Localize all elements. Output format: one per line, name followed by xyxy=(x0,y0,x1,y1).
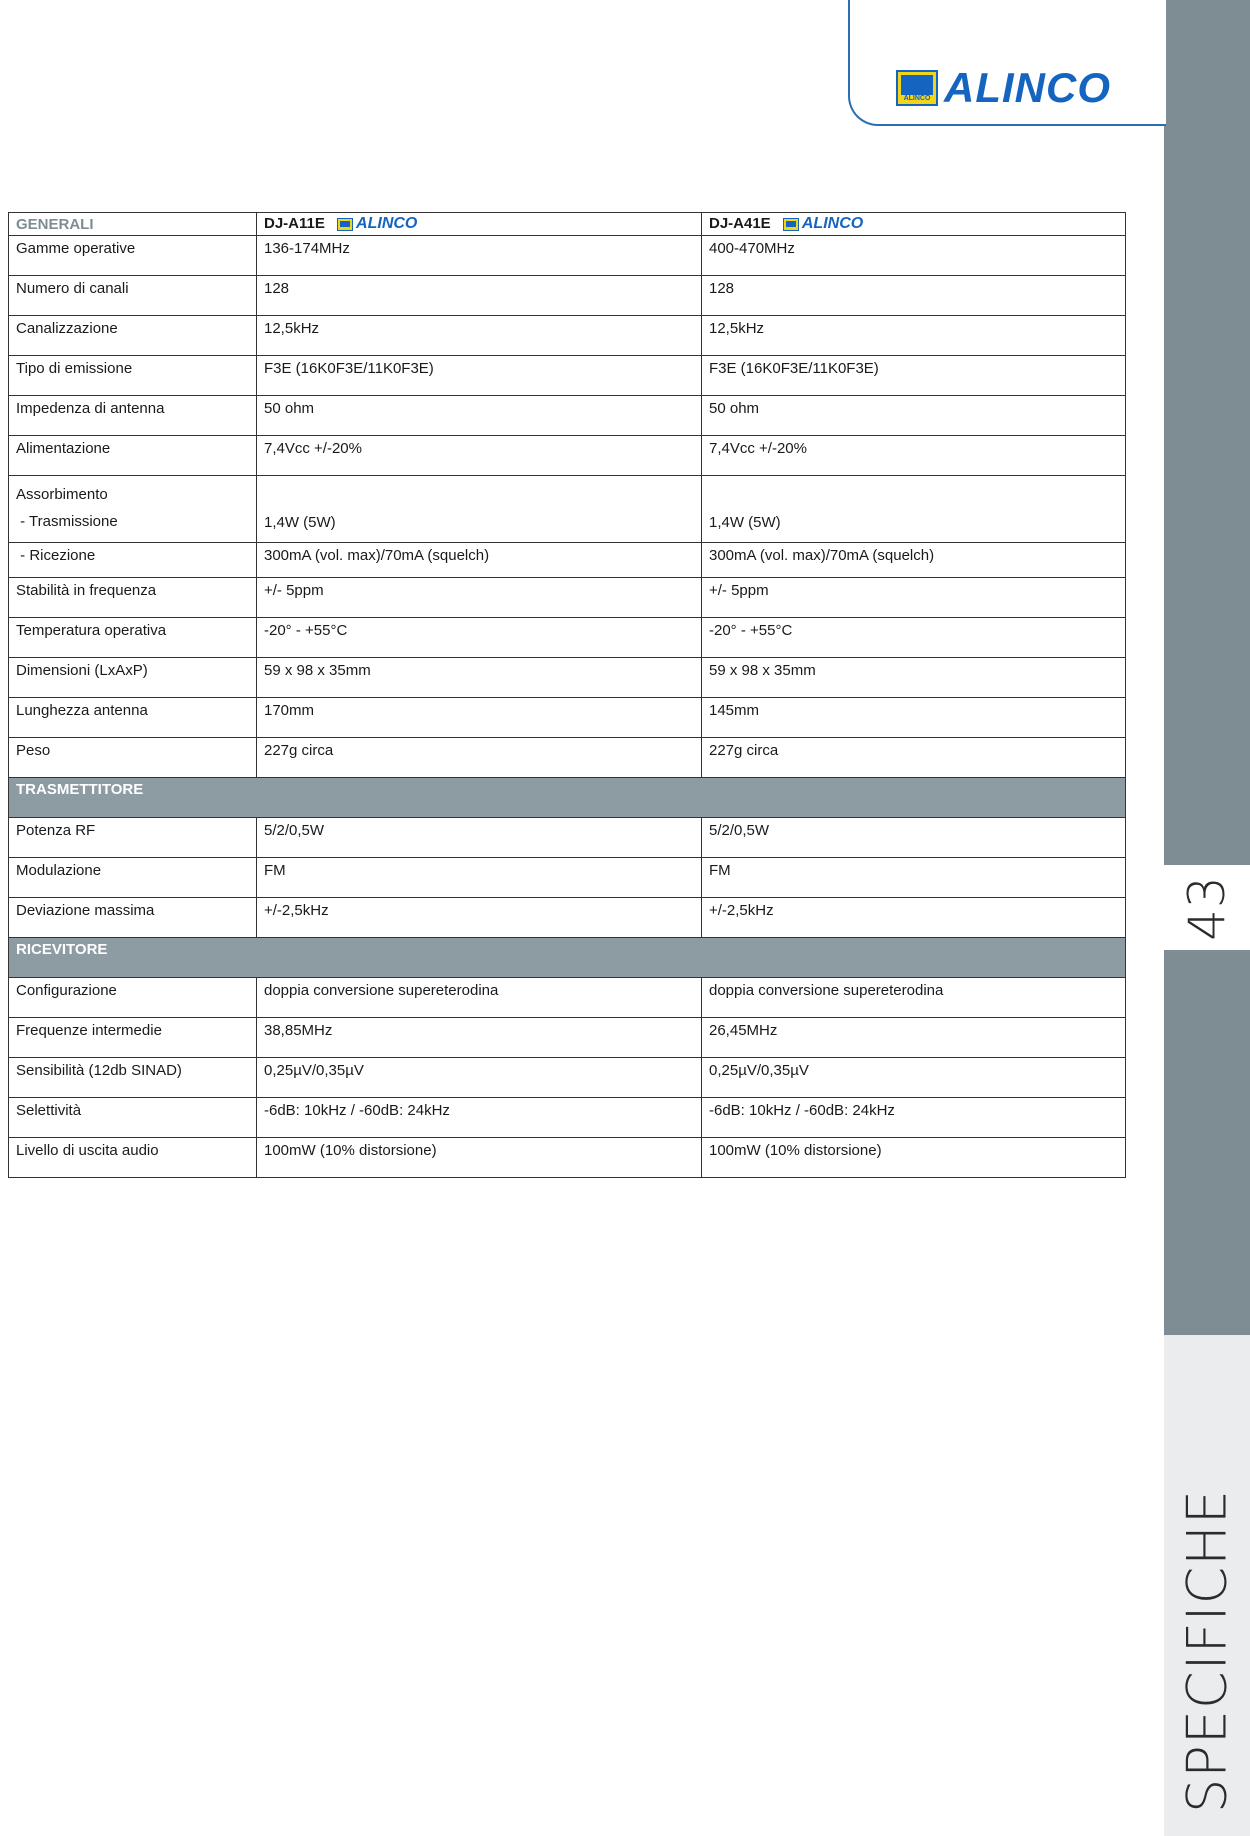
section-title: SPECIFICHE xyxy=(1175,1488,1239,1813)
brand-name: ALINCO xyxy=(944,64,1111,111)
table-row: Temperatura operativa -20° - +55°C -20° - +55°C xyxy=(9,618,1126,658)
brand-logo xyxy=(896,64,1111,112)
brand-mark-icon xyxy=(337,218,353,231)
spec-table xyxy=(8,212,1126,1178)
table-row: Potenza RF 5/2/0,5W 5/2/0,5W xyxy=(9,818,1126,858)
table-row: Stabilità in frequenza +/- 5ppm +/- 5ppm xyxy=(9,578,1126,618)
table-row: Numero di canali 128 128 xyxy=(9,276,1126,316)
table-row: Lunghezza antenna 170mm 145mm xyxy=(9,698,1126,738)
table-row: - Ricezione 300mA (vol. max)/70mA (squelch) 300mA (vol. max)/70mA (squelch) xyxy=(9,543,1126,578)
section-row-receiver: RICEVITORE xyxy=(9,938,1126,978)
table-row: Selettività -6dB: 10kHz / -60dB: 24kHz -6dB: 10kHz / -60dB: 24kHz xyxy=(9,1098,1126,1138)
brand-mark-icon: ALINCO xyxy=(896,70,938,106)
table-row: Modulazione FM FM xyxy=(9,858,1126,898)
page-number: 43 xyxy=(1164,865,1250,950)
table-row: Gamme operative 136-174MHz 400-470MHz xyxy=(9,236,1126,276)
table-row: Canalizzazione 12,5kHz 12,5kHz xyxy=(9,316,1126,356)
header-model-b: DJ-A41E ALINCO xyxy=(702,213,1126,236)
model-b-logo: ALINCO xyxy=(783,215,863,233)
sidebar-bar-top xyxy=(1164,0,1250,865)
table-header-row xyxy=(9,213,1126,236)
table-row: Frequenze intermedie 38,85MHz 26,45MHz xyxy=(9,1018,1126,1058)
table-row: Tipo di emissione F3E (16K0F3E/11K0F3E) F3E (16K0F3E/11K0F3E) xyxy=(9,356,1126,396)
table-row-absorption: Assorbimento - Trasmissione 1,4W (5W) 1,4W (5W) xyxy=(9,476,1126,543)
model-a-logo: ALINCO xyxy=(337,215,417,233)
section-row-transmitter: TRASMETTITORE xyxy=(9,778,1126,818)
table-row: Sensibilità (12db SINAD) 0,25µV/0,35µV 0,25µV/0,35µV xyxy=(9,1058,1126,1098)
sidebar-bar-middle xyxy=(1164,950,1250,1335)
table-row: Peso 227g circa 227g circa xyxy=(9,738,1126,778)
table-row: Alimentazione 7,4Vcc +/-20% 7,4Vcc +/-20% xyxy=(9,436,1126,476)
table-row: Dimensioni (LxAxP) 59 x 98 x 35mm 59 x 98 x 35mm xyxy=(9,658,1126,698)
brand-mark-icon xyxy=(783,218,799,231)
header-model-a: DJ-A11E ALINCO xyxy=(257,213,702,236)
table-row: Impedenza di antenna 50 ohm 50 ohm xyxy=(9,396,1126,436)
header-general: GENERALI xyxy=(9,213,257,236)
table-row: Configurazione doppia conversione supereterodina doppia conversione supereterodina xyxy=(9,978,1126,1018)
table-row: Deviazione massima +/-2,5kHz +/-2,5kHz xyxy=(9,898,1126,938)
table-row: Livello di uscita audio 100mW (10% distorsione) 100mW (10% distorsione) xyxy=(9,1138,1126,1178)
